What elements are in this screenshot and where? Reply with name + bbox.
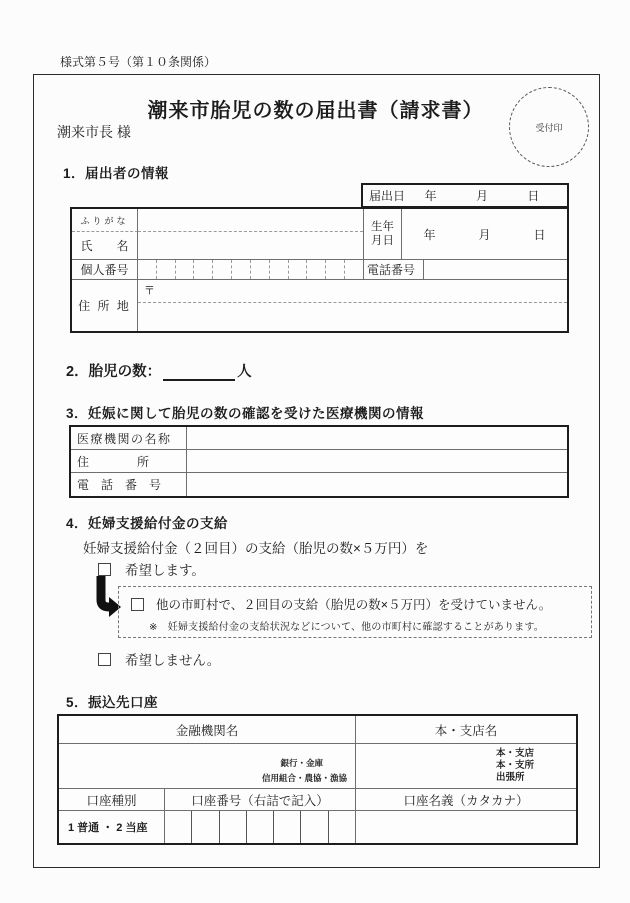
bank-name-header: 金融機関名: [59, 716, 356, 744]
confirmation-row: [131, 595, 591, 613]
form-title: 潮来市胎児の数の届出書（請求書）: [147, 100, 484, 122]
account-type-label: 口座種別: [59, 789, 165, 811]
bank-account-table: [57, 714, 578, 845]
medical-institution-table: [69, 425, 569, 498]
birthdate-input[interactable]: [402, 209, 567, 260]
birthdate-label-line2: 月日: [371, 235, 394, 247]
postal-code-input[interactable]: [138, 280, 567, 303]
institution-name-input[interactable]: [187, 427, 567, 450]
notification-date-year: 年: [424, 189, 437, 203]
option-yes-label: 希望します。: [125, 563, 205, 578]
institution-phone-input[interactable]: [187, 473, 567, 496]
phone-input[interactable]: [424, 260, 567, 280]
account-type-options[interactable]: 1 普通 ・ 2 当座: [59, 811, 165, 843]
phone-label: 電話番号: [363, 260, 424, 280]
notification-date-label: 届出日: [369, 189, 406, 203]
confirmation-box: [118, 586, 592, 638]
confirmation-checkbox[interactable]: [131, 598, 144, 611]
confirmation-note: ※ 妊婦支援給付金の支給状況などについて、他の市町村に確認することがあります。: [149, 622, 544, 633]
institution-address-input[interactable]: [187, 450, 567, 473]
bank-type-line1: 銀行・金庫: [280, 758, 323, 768]
personal-number-label: 個人番号: [72, 260, 138, 280]
confirmation-label: 他の市町村で、２回目の支給（胎児の数×５万円）を受けていません。: [156, 598, 552, 612]
section3-heading: 3．妊娠に関して胎児の数の確認を受けた医療機関の情報: [66, 406, 425, 421]
name-input[interactable]: [138, 232, 363, 260]
furigana-input[interactable]: [138, 209, 363, 232]
institution-phone-label: 電 話 番 号: [71, 473, 187, 496]
name-label: 氏 名: [72, 232, 138, 260]
birthdate-year-unit: 年: [423, 227, 436, 242]
account-number-label: 口座番号（右詰で記入）: [165, 789, 356, 811]
option-no-checkbox[interactable]: [98, 653, 111, 666]
section2-heading: [66, 360, 252, 381]
receipt-stamp-circle: [509, 87, 589, 167]
fetus-count-label: 2．胎児の数：: [66, 364, 162, 380]
benefit-intro: 妊婦支援給付金（２回目）の支給（胎児の数×５万円）を: [83, 541, 429, 556]
notification-date-day: 日: [527, 189, 540, 203]
institution-name-label: 医療機関の名称: [71, 427, 187, 450]
fetus-count-input[interactable]: [163, 365, 235, 381]
applicant-table: [70, 207, 569, 333]
form-number: 様式第５号（第１０条関係）: [60, 55, 217, 69]
branch-name-header: 本・支店名: [356, 716, 576, 744]
account-number-input[interactable]: [165, 811, 356, 843]
institution-address-label: 住 所: [71, 450, 187, 473]
notification-date-month: 月: [476, 189, 489, 203]
receipt-stamp-label: 受付印: [535, 122, 563, 133]
addressee: 潮来市長 様: [57, 124, 131, 140]
branch-type-3: 出張所: [496, 771, 525, 783]
birthdate-day-unit: 日: [533, 227, 546, 242]
account-name-label: 口座名義（カタカナ）: [356, 789, 576, 811]
option-yes-checkbox[interactable]: [98, 563, 111, 576]
section5-heading: 5．振込先口座: [66, 695, 159, 710]
fetus-count-unit: 人: [237, 364, 252, 380]
address-label: 住 所 地: [72, 280, 138, 331]
postal-mark: 〒: [144, 285, 155, 297]
address-input[interactable]: [138, 303, 567, 331]
account-name-input[interactable]: [356, 811, 576, 843]
birthdate-label-line1: 生年: [371, 220, 394, 233]
birthdate-month-unit: 月: [478, 227, 491, 242]
section1-heading: 1．届出者の情報: [63, 166, 170, 181]
option-no-row: [98, 649, 220, 669]
section4-heading: 4．妊婦支援給付金の支給: [66, 516, 229, 531]
branch-name-input[interactable]: [356, 744, 576, 789]
bank-type-line2: 信用組合・農協・漁協: [261, 773, 347, 783]
bank-name-input[interactable]: [59, 744, 356, 789]
option-no-label: 希望しません。: [125, 653, 221, 668]
branch-type-1: 本・支店: [496, 748, 535, 760]
furigana-label: ふりがな: [72, 209, 138, 232]
notification-date-box: [361, 183, 569, 208]
branch-type-2: 本・支所: [496, 760, 535, 772]
personal-number-input[interactable]: [138, 260, 363, 280]
